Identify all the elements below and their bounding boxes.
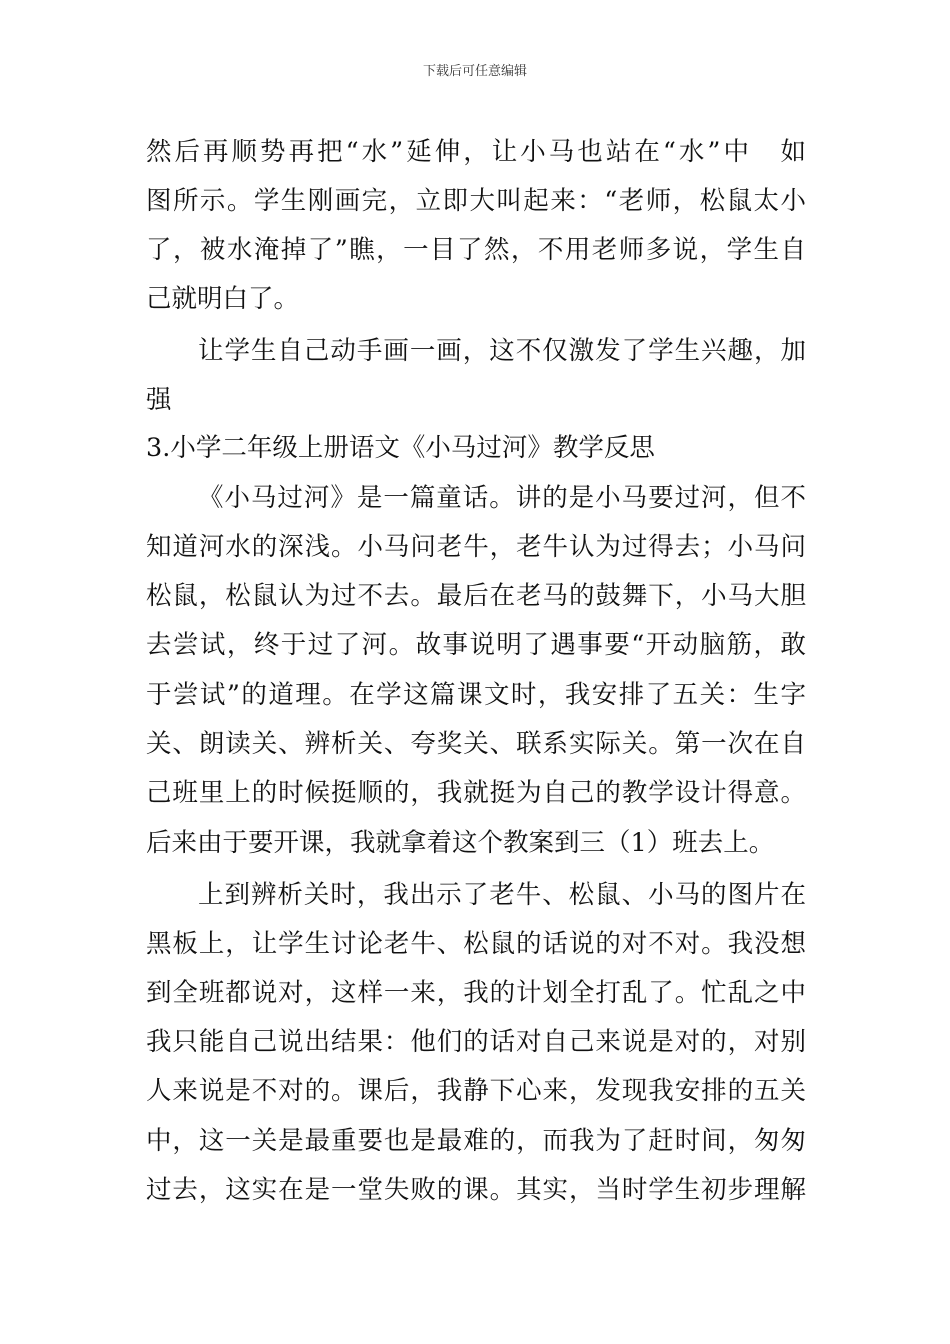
text-line: 我只能自己说出结果：他们的话对自己来说是对的，对别 (146, 1027, 806, 1057)
text-line: 去尝试，终于过了河。故事说明了遇事要“开动脑筋，敢 (146, 630, 806, 660)
text-line: 《小马过河》是一篇童话。讲的是小马要过河，但不 (198, 483, 806, 513)
text-line: 上到辨析关时，我出示了老牛、松鼠、小马的图片在 (198, 880, 806, 910)
text-line: 关、朗读关、辨析关、夸奖关、联系实际关。第一次在自 (146, 729, 806, 759)
text-line: 黑板上，让学生讨论老牛、松鼠的话说的对不对。我没想 (146, 929, 806, 959)
text-line: 于尝试”的道理。在学这篇课文时，我安排了五关：生字 (146, 680, 806, 710)
text-line: 然后再顺势再把“水”延伸，让小马也站在“水”中 如 (146, 137, 806, 167)
text-line: 中，这一关是最重要也是最难的，而我为了赶时间，匆匆 (146, 1126, 806, 1156)
text-line: 后来由于要开课，我就拿着这个教案到三（1）班去上。 (146, 828, 775, 858)
text-line: 己就明白了。 (146, 284, 300, 314)
text-line: 松鼠，松鼠认为过不去。最后在老马的鼓舞下，小马大胆 (146, 581, 806, 611)
text-line: 知道河水的深浅。小马问老牛，老牛认为过得去；小马问 (146, 532, 806, 562)
text-line: 让学生自己动手画一画，这不仅激发了学生兴趣，加 (198, 336, 806, 366)
text-line: 己班里上的时候挺顺的，我就挺为自己的教学设计得意。 (146, 778, 806, 808)
text-line: 过去，这实在是一堂失败的课。其实，当时学生初步理解 (146, 1175, 806, 1205)
text-line: 人来说是不对的。课后，我静下心来，发现我安排的五关 (146, 1076, 806, 1106)
text-line: 图所示。学生刚画完，立即大叫起来：“老师，松鼠太小 (146, 186, 806, 216)
text-line: 强 (146, 385, 172, 415)
text-line: 了，被水淹掉了”瞧，一目了然，不用老师多说，学生自 (146, 235, 806, 265)
section-heading: 3.小学二年级上册语文《小马过河》教学反思 (146, 433, 655, 463)
text-line: 到全班都说对，这样一来，我的计划全打乱了。忙乱之中 (146, 978, 806, 1008)
page-header: 下载后可任意编辑 (422, 64, 527, 79)
